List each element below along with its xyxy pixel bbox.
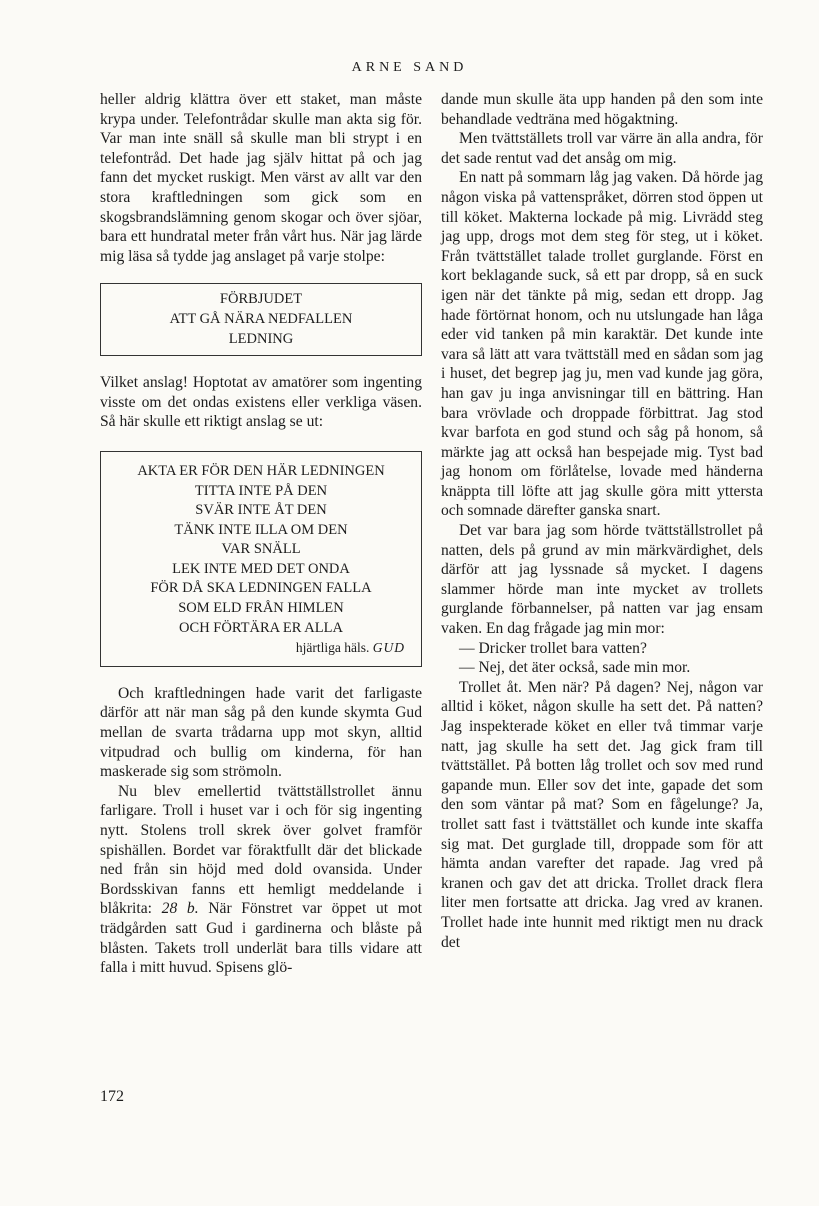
blue-chalk-code: 28 b.: [161, 900, 199, 918]
sign-line: VAR SNÄLL: [221, 541, 301, 558]
paragraph-part: Nu blev emellertid tvättställstrollet ännu farligare. Troll i huset var i och för sig ingenting nytt. Stolens troll skrek över golvet framför spishällen. Bordet var föraktfullt där det blickade ned från sin höjd med dold ovansida. Under Bordsskivan fanns ett hemligt meddelande i blåkrita:: [100, 782, 422, 918]
sign-line: FÖRBJUDET: [219, 291, 303, 308]
paragraph: Och kraftledningen hade varit det farligaste därför att när man såg på den kunde skymta Gud mellan de svarta trådarna upp mot skyn, alltid vitpudrad och bullig om kinderna, för han maskerade sig som strömoln.: [100, 684, 422, 781]
paragraph: heller aldrig klättra över ett staket, man måste krypa under. Telefontrådar skulle man akta sig för. Var man inte snäll så skulle man bli strypt i en telefontråd. Det hade jag själv hittat på och jag fann det mycket ruskigt. Men värst av allt var den stora kraftledningen som gick som en skogsbrandslämning genom skogar och över sjöar, bara ett hundratal meter från vårt hus. När jag lärde mig läsa så tydde jag anslaget på varje stolpe:: [100, 91, 422, 265]
paragraph: En natt på sommarn låg jag vaken. Då hörde jag någon viska på vattenspråket, dörren stod öppen ut till köket. Makterna lockade på mig. Livrädd steg jag upp, drogs mot dem steg för steg, ut i köket. Från tvättstället talade trollet gurglande. Först en kort beklagande suck, så ett par dropp, så en suck igen när det tänkte på mig, sedan ett dropp. Jag hade förtörnat honom, och nu utslungade han låga eder vid tanken på min karaktär. Det kunde inte vara så lätt att vara tvättställ med en sådan som jag i huset, det begrep jag ju, men vad kunde jag göra, han gav ju inga anvisningar till en bättring. Han bara vrövlade och droppade förbittrat. Jag stod kvar barfota en god stund och såg på honom, så märkte jag att också han bespejade mig. Tyst bad jag honom om förlåtelse, lovade med händerna knäppta till löfte att jag skulle göra mitt yttersta och somnade därefter ganska snart.: [441, 169, 763, 520]
sign-line: TITTA INTE PÅ DEN: [194, 482, 328, 499]
running-header: ARNE SAND: [351, 60, 468, 75]
sign-line: OCH FÖRTÄRA ER ALLA: [179, 619, 343, 636]
page-number: 172: [100, 1088, 124, 1105]
paragraph: [100, 782, 422, 978]
paragraph: Vilket anslag! Hoptotat av amatörer som ingenting visste om det ondas existens eller verkliga väsen. Så här skulle ett riktigt anslag se ut:: [100, 374, 422, 431]
right-column: [441, 90, 763, 952]
sign-line: SOM ELD FRÅN HIMLEN: [178, 600, 344, 617]
left-column: [100, 90, 422, 978]
sign-box-forbidden: [100, 283, 422, 356]
paragraph: Det var bara jag som hörde tvättställstrollet på natten, dels på grund av min märkvärdighet, dels därför att jag lyssnade så mycket. I dagens slammer hörde man inte mycket av trollets gurglande förbannelser, på natten var jag ensam vaken. En dag frågade jag min mor:: [441, 522, 763, 638]
paragraph-part: När Fönstret var öppet ut mot trädgården satt Gud i gardinerna och blåste på blåsten. Takets troll underlät bara tills vidare att falla i mitt huvud. Spisens glö-: [100, 900, 422, 977]
paragraph: Trollet åt. Men när? På dagen? Nej, någon var alltid i köket, någon skulle ha sett det. På natten? Jag inspekterade köket en eller två timmar varje natt, jag skulle ha sett det. Jag gick fram till tvättstället. På botten låg trollet och sov med rund gapande mun. Eller sov det inte, gapade det som den som väntar på mat? Som en fågelunge? Ja, trollet satt fast i tvättstället och kunde inte skaffa sig mat. Det gurglade till, droppade som för att hämta andan varefter det rapade. Jag vred på kranen och gav det att dricka. Trollet drack flera liter men fortsatte att dricka. Jag vred av kranen. Trollet hade inte hunnit med riktigt men nu drack det: [441, 678, 763, 951]
dialogue-line: — Nej, det äter också, sade min mor.: [459, 659, 691, 677]
sign-line: FÖR DÅ SKA LEDNINGEN FALLA: [150, 580, 372, 597]
paragraph: Men tvättställets troll var värre än alla andra, för det sade rentut vad det ansåg om mig.: [441, 130, 763, 167]
sign-line: ATT GÅ NÄRA NEDFALLEN: [169, 310, 353, 327]
sign-line: LEDNING: [228, 330, 294, 347]
paragraph: dande mun skulle äta upp handen på den som inte behandlade vedträna med högaktning.: [441, 91, 763, 128]
sign-line: TÄNK INTE ILLA OM DEN: [174, 521, 348, 538]
sign-line: SVÄR INTE ÅT DEN: [195, 502, 327, 519]
sign-line: LEK INTE MED DET ONDA: [172, 560, 350, 577]
sign-box-god: [100, 451, 422, 667]
dialogue-line: — Dricker trollet bara vatten?: [459, 639, 647, 657]
sign-closing: hjärtliga häls.: [295, 640, 370, 656]
sign-signature-line: [109, 638, 413, 658]
sign-line: AKTA ER FÖR DEN HÄR LEDNINGEN: [137, 462, 385, 479]
sign-signature: GUD: [372, 640, 405, 656]
